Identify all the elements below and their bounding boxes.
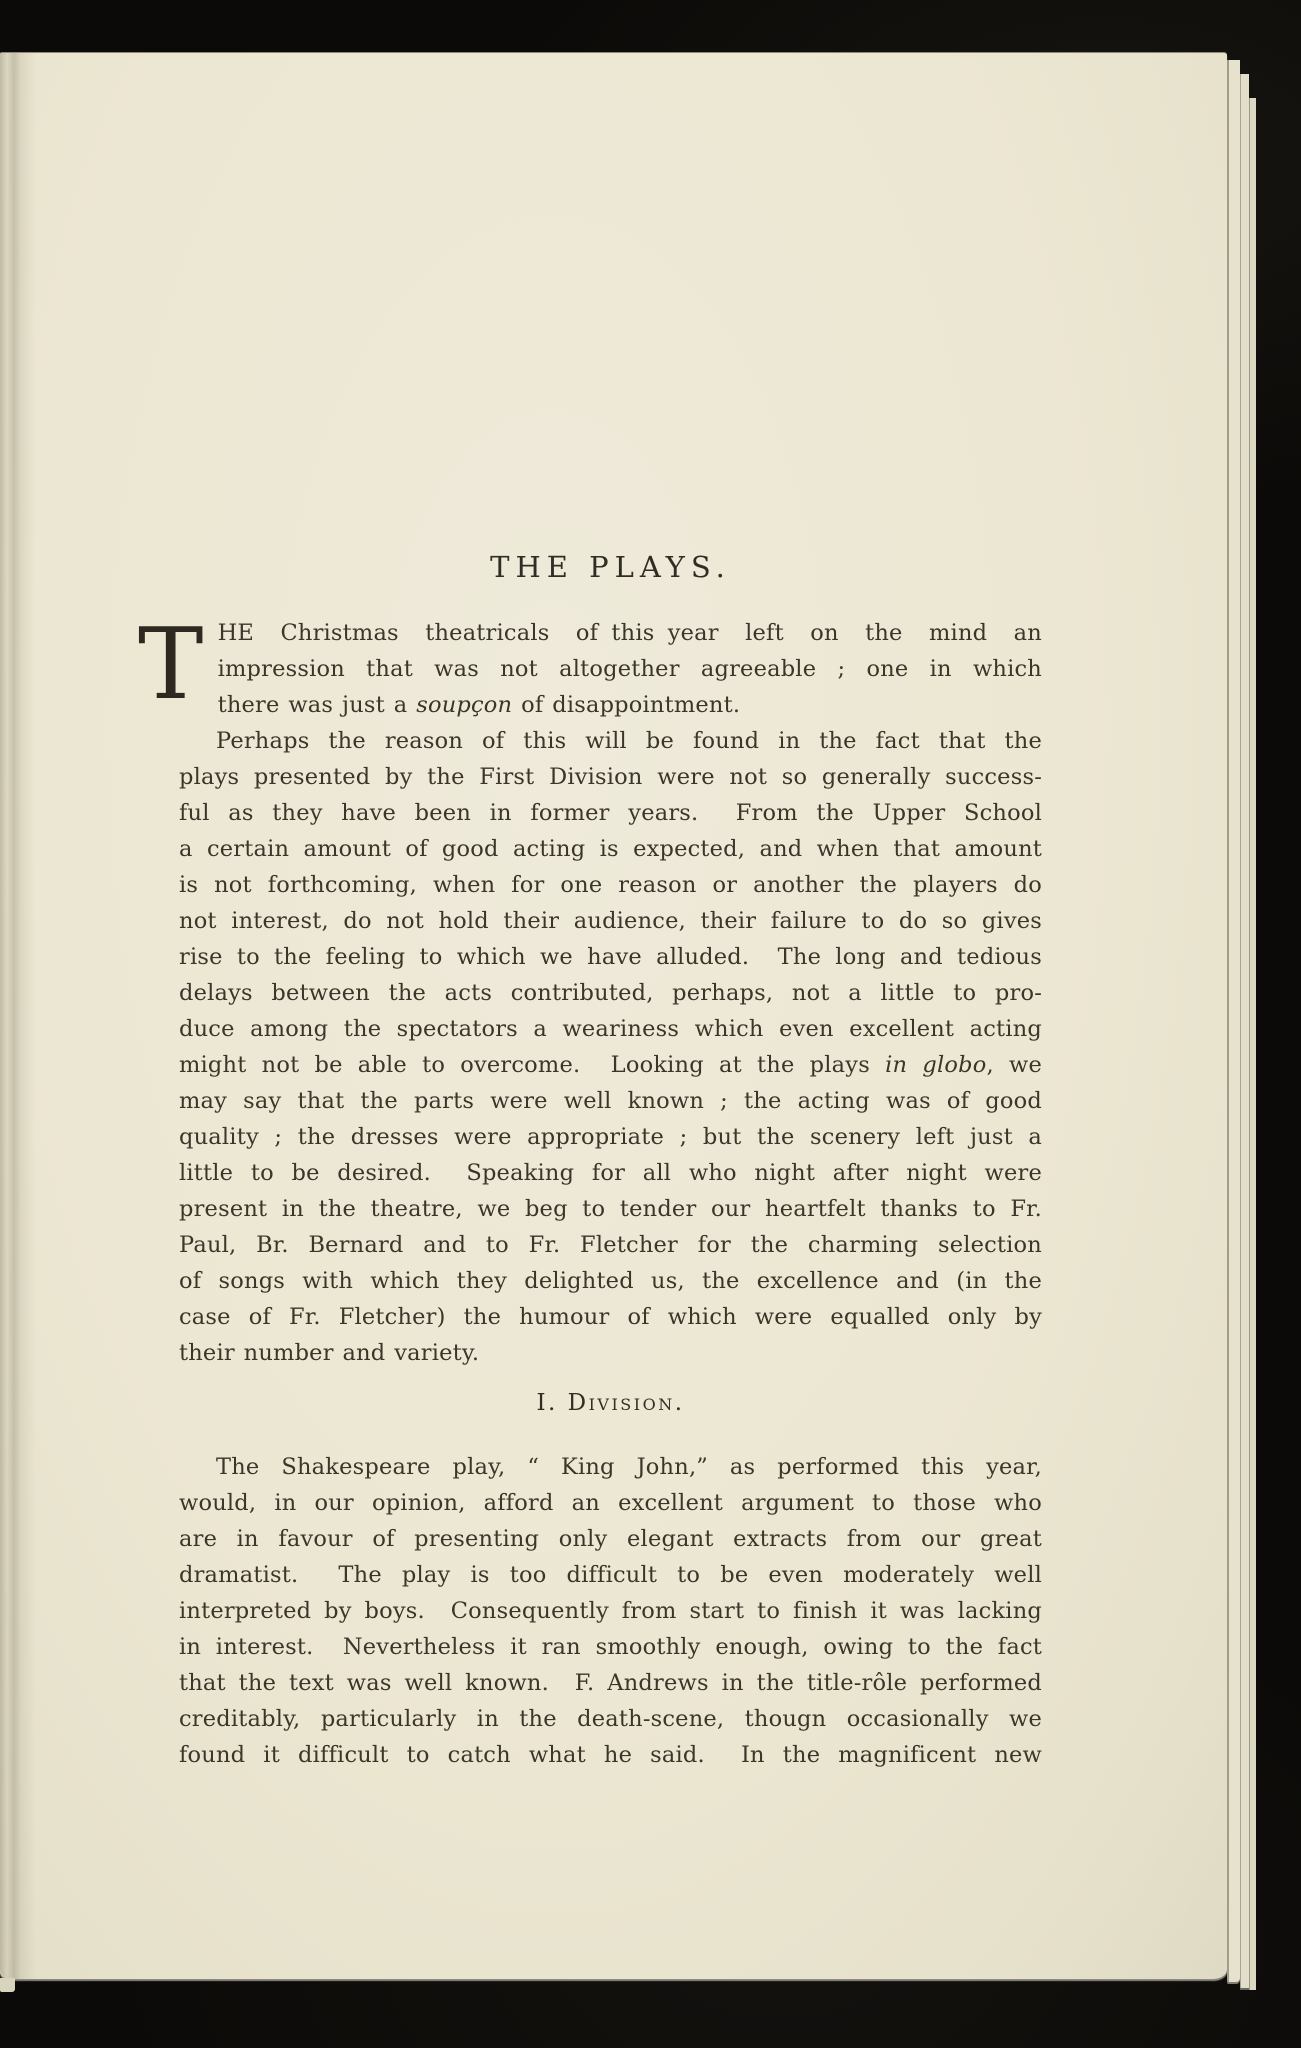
text-line: is not forthcoming, when for one reason or another the players do <box>179 872 1042 898</box>
text-line: not interest, do not hold their audience, their failure to do so gives <box>179 908 1042 934</box>
page-gutter-shadow <box>0 53 36 1979</box>
text-column <box>138 53 1042 1773</box>
drop-cap: T <box>138 608 204 722</box>
text-line: found it difficult to catch what he said. In the magnificent new <box>179 1742 1042 1768</box>
text-line: ful as they have been in former years. From the Upper School <box>179 800 1042 826</box>
text-line: case of Fr. Fletcher) the humour of which were equalled only by <box>179 1304 1042 1330</box>
text-line: little to be desired. Speaking for all who night after night were <box>179 1160 1042 1186</box>
text-line: of songs with which they delighted us, the excellence and (in the <box>179 1268 1042 1294</box>
page-edge-stack <box>1249 98 1256 1990</box>
page-title: THE PLAYS. <box>490 550 731 584</box>
text-line: Paul, Br. Bernard and to Fr. Fletcher for the charming selection <box>179 1232 1042 1258</box>
text-line: dramatist. The play is too difficult to be even moderately well <box>179 1562 1042 1588</box>
page-under-edge <box>0 1978 15 1992</box>
text-line: that the text was well known. F. Andrews in the title-rôle performed <box>179 1670 1042 1696</box>
text-line: interpreted by boys. Consequently from start to finish it was lacking <box>179 1598 1042 1624</box>
text-line: in interest. Nevertheless it ran smoothly enough, owing to the fact <box>179 1634 1042 1660</box>
text-line: there was just a soupçon of disappointment. <box>217 692 741 718</box>
third-paragraph <box>179 1449 1042 1773</box>
text-line: plays presented by the First Division were not so generally success- <box>179 764 1042 790</box>
text-line: The Shakespeare play, “ King John,” as performed this year, <box>216 1454 1042 1480</box>
text-line: Perhaps the reason of this will be found in the fact that the <box>216 728 1042 754</box>
text-line: would, in our opinion, afford an excellent argument to those who <box>179 1490 1042 1516</box>
page-edge-stack <box>1227 60 1240 1982</box>
book-page <box>0 52 1227 1979</box>
text-line: creditably, particularly in the death-scene, thougn occasionally we <box>179 1706 1042 1732</box>
text-line: might not be able to overcome. Looking at the plays in globo, we <box>179 1052 1042 1078</box>
second-paragraph <box>179 723 1042 1371</box>
section-heading: I. Division. <box>536 1390 685 1416</box>
page-edge-stack <box>1240 74 1249 1988</box>
text-line: are in favour of presenting only elegant extracts from our great <box>179 1526 1042 1552</box>
text-line: duce among the spectators a weariness which even excellent acting <box>179 1016 1042 1042</box>
opening-paragraph <box>138 608 1042 723</box>
text-line: may say that the parts were well known ; the acting was of good <box>179 1088 1042 1114</box>
text-line: rise to the feeling to which we have alluded. The long and tedious <box>179 944 1042 970</box>
text-line: delays between the acts contributed, perhaps, not a little to pro- <box>179 980 1042 1006</box>
text-line: quality ; the dresses were appropriate ; but the scenery left just a <box>179 1124 1042 1150</box>
text-line: impression that was not altogether agreeable ; one in which <box>217 656 1042 682</box>
text-line: their number and variety. <box>179 1340 480 1366</box>
text-line: HE Christmas theatricals of this year left on the mind an <box>217 620 1042 646</box>
text-line: a certain amount of good acting is expected, and when that amount <box>179 836 1042 862</box>
text-line: present in the theatre, we beg to tender our heartfelt thanks to Fr. <box>179 1196 1042 1222</box>
